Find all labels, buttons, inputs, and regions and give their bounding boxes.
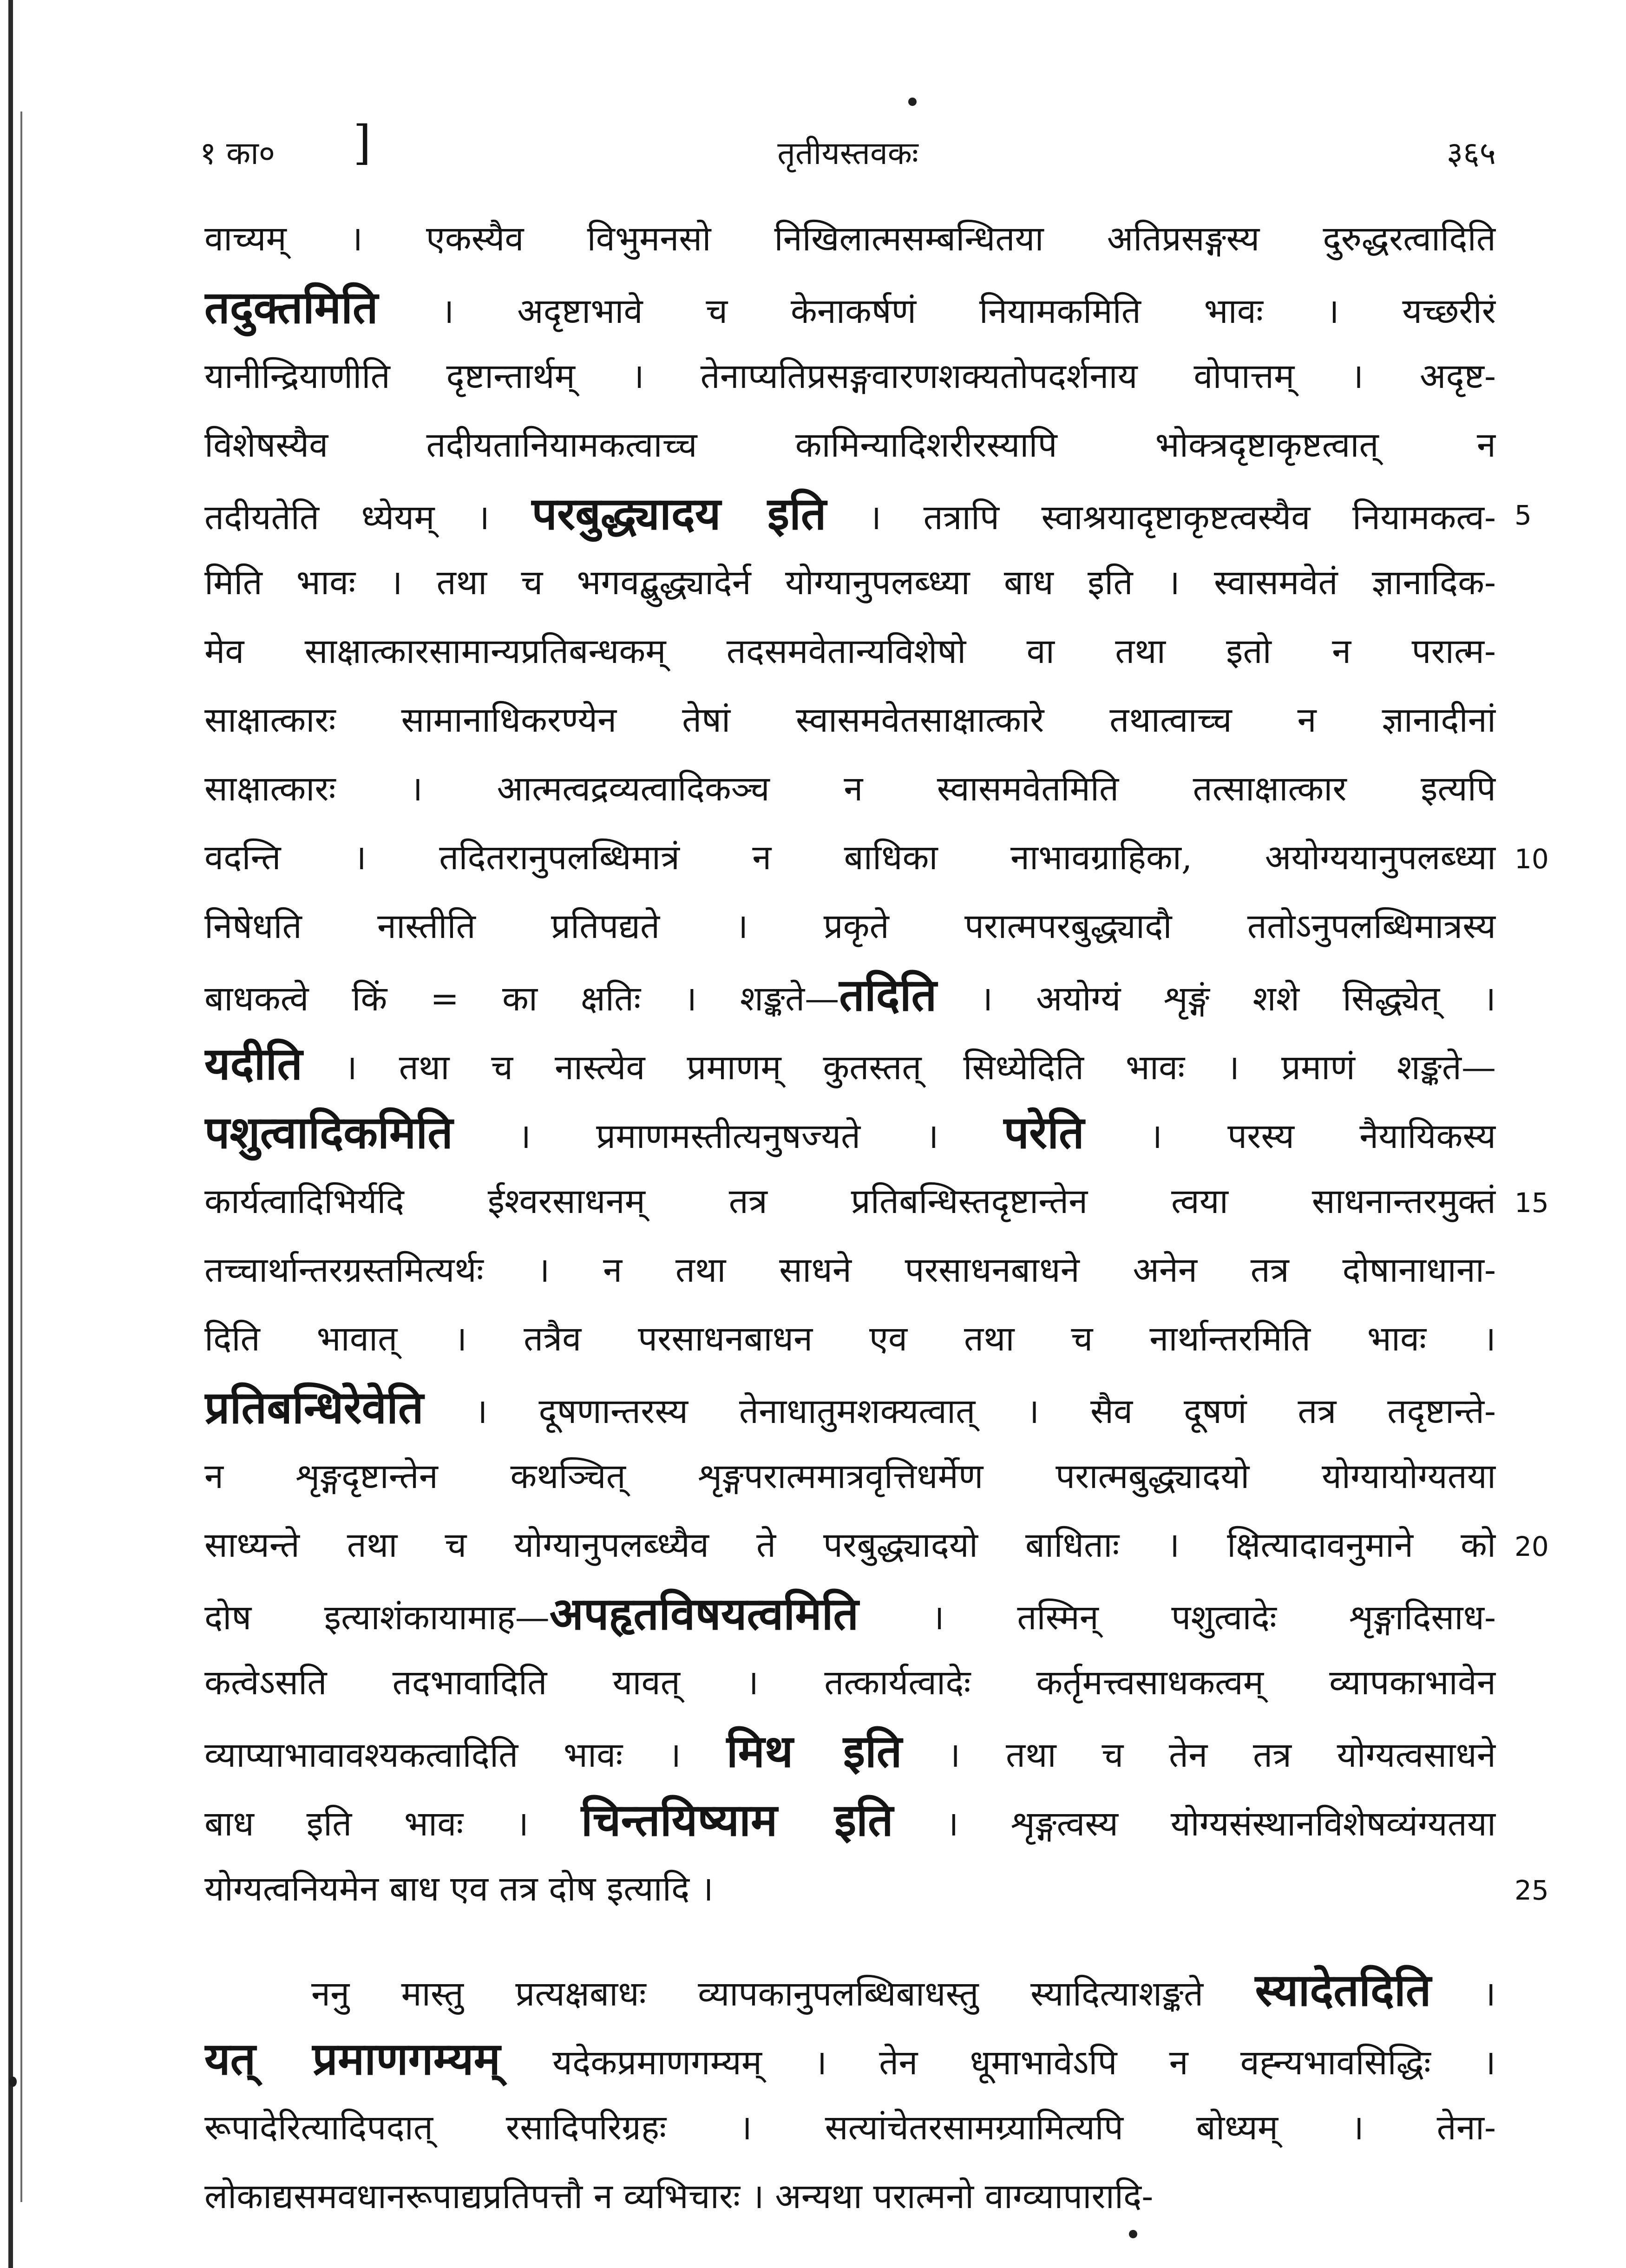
lemma-heading: तदिति (839, 969, 937, 1021)
text-line (204, 961, 1496, 1029)
text-segment: तच्चार्थान्तरग्रस्तमित्यर्थः । न तथा साधने परसाधनबाधने अनेन तत्र दोषानाधाना- (204, 1250, 1496, 1290)
text-segment: यानीन्द्रियाणीति दृष्टान्तार्थम् । तेनाप्यतिप्रसङ्गवारणशक्यतोपदर्शनाय वोपात्तम् । अदृष्ट- (204, 356, 1496, 396)
text-segment: । परस्य नैयायिकस्य (1084, 1116, 1496, 1156)
text-line (204, 1373, 1496, 1442)
text-segment: वदन्ति । तदितरानुपलब्धिमात्रं न बाधिका नाभावग्राहिका, अयोग्ययानुपलब्ध्या (204, 838, 1496, 878)
text-segment: कत्वेऽसति तदभावादिति यावत् । तत्कार्यत्वादेः कर्तृमत्त्वसाधकत्वम् व्यापकाभावेन (204, 1663, 1496, 1703)
text-line (204, 1511, 1496, 1580)
text-line (204, 1098, 1496, 1167)
text-line (204, 2025, 1496, 2093)
text-segment: बाध इति भावः । (204, 1804, 581, 1844)
ink-speck-top (908, 98, 917, 106)
text-line (204, 479, 1496, 548)
text-segment: दिति भावात् । तत्रैव परसाधनबाधन एव तथा च नार्थान्तरमिति भावः । (204, 1319, 1496, 1359)
text-line (204, 1648, 1496, 1717)
text-segment: यदेकप्रमाणगम्यम् । तेन धूमाभावेऽपि न वह्न्यभावसिद्धिः । (500, 2043, 1496, 2083)
text-segment: रूपादेरित्यादिपदात् रसादिपरिग्रहः । सत्यांचेतरसामग्र्यामित्यपि बोध्यम् । तेना- (204, 2108, 1496, 2148)
text-line (204, 1304, 1496, 1373)
text-segment: साध्यन्ते तथा च योग्यानुपलब्ध्यैव ते परबुद्ध्यादयो बाधिताः । क्षित्यादावनुमाने को (204, 1525, 1496, 1565)
commentary-text (204, 204, 1496, 2231)
header-bracket: ] (353, 116, 372, 170)
text-segment: । शृङ्गत्वस्य योग्यसंस्थानविशेषव्यंग्यतया (893, 1804, 1496, 1844)
text-line (204, 1580, 1496, 1648)
running-header (200, 111, 1496, 181)
text-line (204, 2162, 1496, 2231)
text-segment: व्याप्याभावावश्यकत्वादिति भावः । (204, 1735, 727, 1775)
text-line (204, 548, 1496, 617)
text-segment: कार्यत्वादिभिर्यदि ईश्वरसाधनम् तत्र प्रतिबन्धिस्तदृष्टान्तेन त्वया साधनान्तरमुक्तं (204, 1181, 1496, 1221)
text-segment: । (1431, 1974, 1496, 2014)
header-chapter-title: तृतीयस्तवकः (777, 135, 918, 172)
text-line (204, 1167, 1496, 1236)
text-segment: दोष इत्याशंकायामाह— (204, 1598, 550, 1638)
lemma-heading: मिथ इति (726, 1725, 902, 1777)
text-segment: लोकाद्यसमवधानरूपाद्यप्रतिपत्तौ न व्यभिचारः । अन्यथा परात्मनो वाग्व्यापारादि- (204, 2176, 1154, 2216)
line-number-10: 10 (1515, 843, 1549, 875)
page-binding-shadow (20, 111, 22, 2202)
text-segment: । प्रमाणमस्तीत्यनुषज्यते । (452, 1116, 1004, 1156)
lemma-heading: चिन्तयिष्याम इति (581, 1794, 893, 1846)
ink-speck-bottom (1129, 2230, 1137, 2238)
text-segment: तदीयतेति ध्येयम् । (204, 498, 532, 538)
text-segment: । अदृष्टाभावे च केनाकर्षणं नियामकमिति भावः । यच्छरीरं (378, 291, 1496, 331)
line-number-5: 5 (1515, 499, 1532, 531)
text-line (204, 1717, 1496, 1786)
text-line (204, 1956, 1496, 2025)
header-section-label: १ का० (200, 135, 275, 172)
text-segment: न शृङ्गदृष्टान्तेन कथञ्चित् शृङ्गपरात्ममात्रवृत्तिधर्मेण परात्मबुद्ध्यादयो योग्यायोग्यतया (204, 1456, 1496, 1496)
text-segment: । तत्रापि स्वाश्रयादृष्टाकृष्टत्वस्यैव नियामकत्व- (826, 498, 1496, 538)
text-segment: निषेधति नास्तीति प्रतिपद्यते । प्रकृते परात्मपरबुद्ध्यादौ ततोऽनुपलब्धिमात्रस्य (204, 906, 1496, 946)
margin-mark (9, 2077, 17, 2087)
text-segment: । तथा च नास्त्येव प्रमाणम् कुतस्तत् सिध्येदिति भावः । प्रमाणं शङ्कते— (302, 1048, 1496, 1088)
text-line (204, 1855, 1496, 1923)
lemma-heading: परबुद्ध्यादय इति (531, 487, 826, 540)
text-line (204, 686, 1496, 754)
text-line (204, 892, 1496, 961)
lemma-heading: प्रतिबन्धिरेवेति (204, 1381, 424, 1434)
text-line (204, 204, 1496, 273)
text-segment: ननु मास्तु प्रत्यक्षबाधः व्यापकानुपलब्धिबाधस्तु स्यादित्याशङ्कते (311, 1974, 1255, 2014)
paragraph-gap (204, 1923, 1496, 1956)
text-segment: मेव साक्षात्कारसामान्यप्रतिबन्धकम् तदसमवेतान्यविशेषो वा तथा इतो न परात्म- (204, 631, 1496, 671)
lemma-heading: तदुक्तमिति (204, 281, 378, 334)
lemma-heading: स्यादेतदिति (1255, 1964, 1431, 2016)
text-line (204, 1786, 1496, 1855)
text-segment: योग्यत्वनियमेन बाध एव तत्र दोष इत्यादि । (204, 1869, 714, 1909)
lemma-heading: अपहृतविषयत्वमिति (549, 1587, 859, 1640)
page-number: ३६५ (1446, 135, 1496, 172)
text-segment: साक्षात्कारः सामानाधिकरण्येन तेषां स्वासमवेतसाक्षात्कारे तथात्वाच्च न ज्ञानादीनां (204, 700, 1496, 740)
text-line (204, 342, 1496, 411)
text-line (204, 754, 1496, 823)
text-line (204, 617, 1496, 686)
line-number-20: 20 (1515, 1531, 1549, 1562)
text-segment: मिति भावः । तथा च भगवद्बुद्ध्यादेर्न योग्यानुपलब्ध्या बाध इति । स्वासमवेतं ज्ञानादिक- (204, 563, 1496, 603)
text-line (204, 823, 1496, 892)
lemma-heading: यत् प्रमाणगम्यम् (204, 2032, 500, 2085)
text-segment: । दूषणान्तरस्य तेनाधातुमशक्यत्वात् । सैव दूषणं तत्र तदृष्टान्ते- (423, 1391, 1496, 1431)
text-segment: । तथा च तेन तत्र योग्यत्वसाधने (902, 1735, 1496, 1775)
lemma-heading: पशुत्वादिकमिति (204, 1106, 453, 1159)
text-line (204, 273, 1496, 342)
text-line (204, 411, 1496, 479)
text-segment: साक्षात्कारः । आत्मत्वद्रव्यत्वादिकञ्च न स्वासमवेतमिति तत्साक्षात्कार इत्यपि (204, 769, 1496, 809)
text-segment: बाधकत्वे किं = का क्षतिः । शङ्कते— (204, 979, 839, 1019)
text-line (204, 2093, 1496, 2162)
text-segment: । अयोग्यं शृङ्गं शशे सिद्ध्येत् । (937, 979, 1496, 1019)
line-number-25: 25 (1515, 1875, 1549, 1906)
page-binding-edge (8, 0, 13, 2268)
lemma-heading: यदीति (204, 1037, 303, 1090)
text-line (204, 1029, 1496, 1098)
line-number-15: 15 (1515, 1187, 1549, 1219)
lemma-heading: परेति (1003, 1106, 1084, 1159)
text-segment: विशेषस्यैव तदीयतानियामकत्वाच्च कामिन्यादिशरीरस्यापि भोक्त्रदृष्टाकृष्टत्वात् न (204, 425, 1496, 465)
text-line (204, 1442, 1496, 1511)
text-line (204, 1236, 1496, 1304)
text-segment: । तस्मिन् पशुत्वादेः शृङ्गादिसाध- (859, 1598, 1496, 1638)
text-segment: वाच्यम् । एकस्यैव विभुमनसो निखिलात्मसम्बन्धितया अतिप्रसङ्गस्य दुरुद्धरत्वादिति (204, 219, 1496, 259)
